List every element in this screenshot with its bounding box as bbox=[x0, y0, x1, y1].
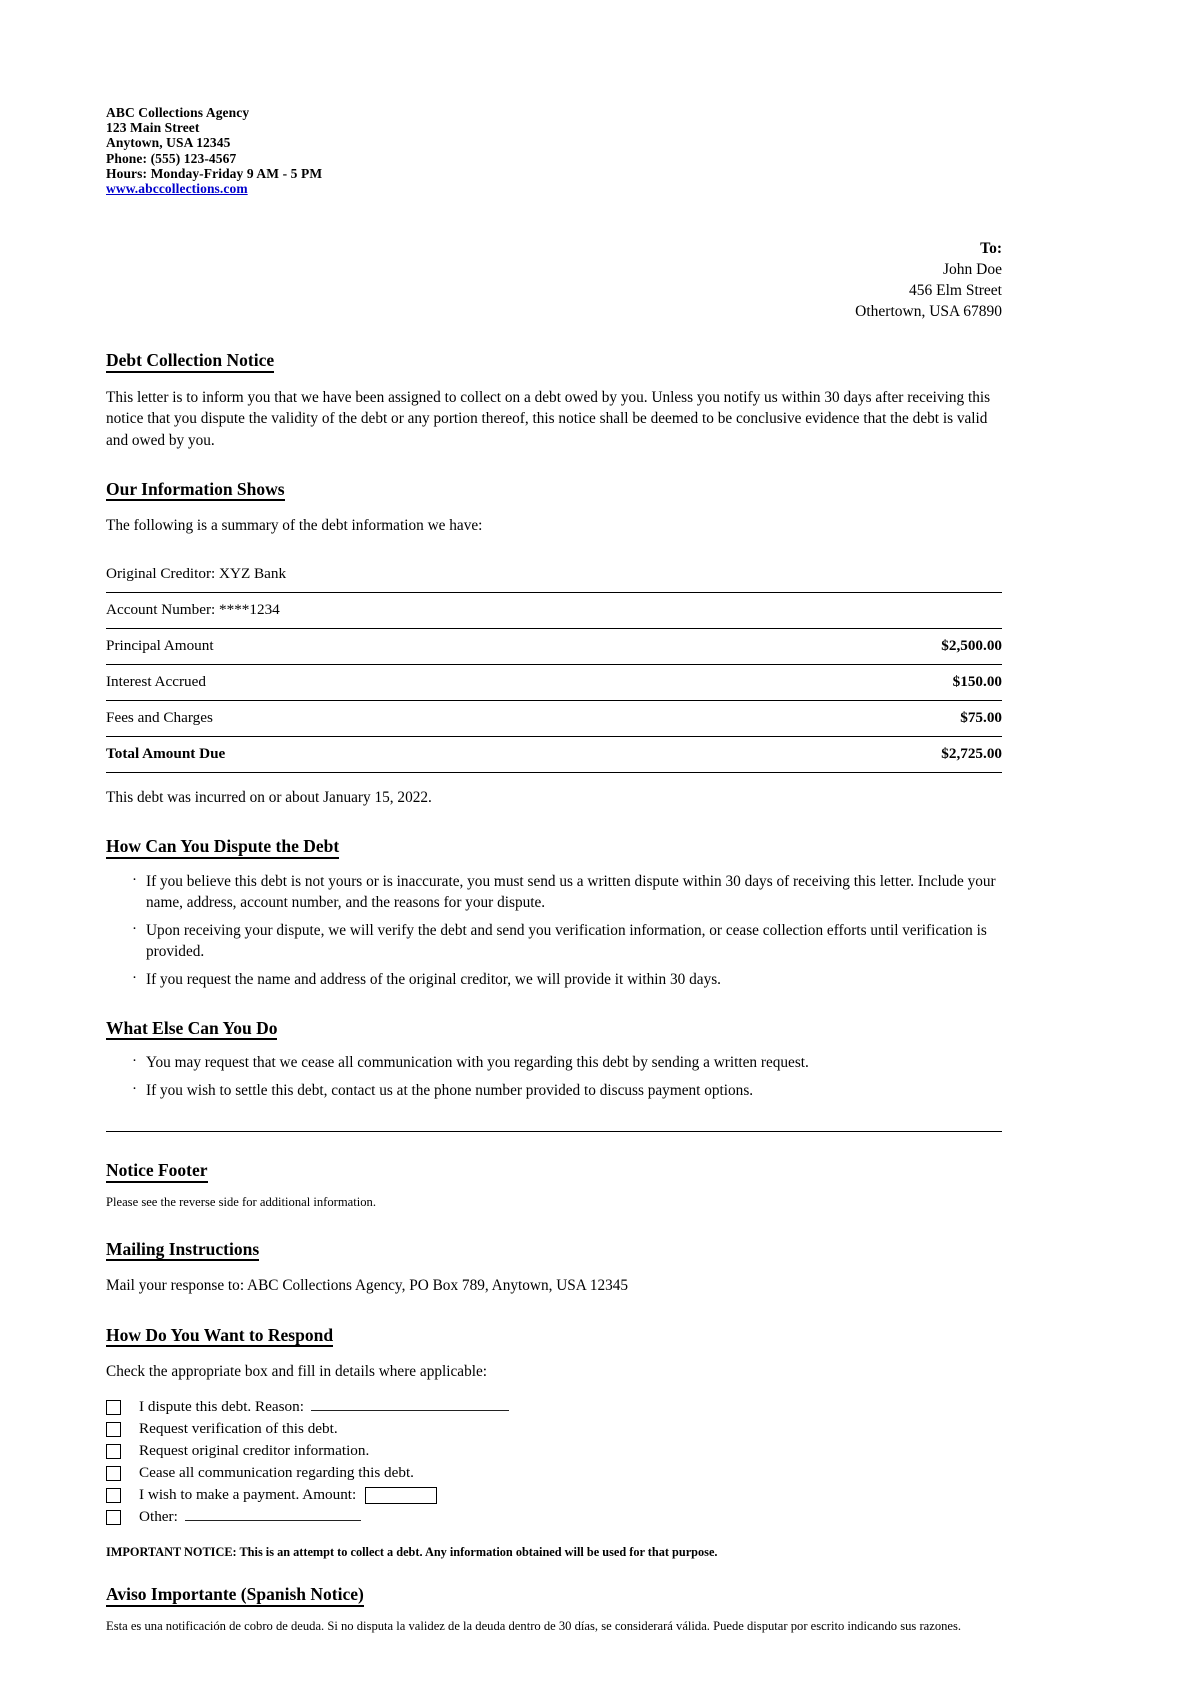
checkbox-icon[interactable] bbox=[106, 1466, 121, 1481]
debt-row-label: Principal Amount bbox=[106, 628, 776, 664]
table-row bbox=[106, 557, 1002, 593]
list-item: · You may request that we cease all communication with you regarding this debt by sending a written request. bbox=[132, 1052, 1002, 1074]
recipient-city-state-zip: Othertown, USA 67890 bbox=[855, 303, 1002, 321]
our-information-heading: Our Information Shows bbox=[106, 479, 285, 501]
table-row bbox=[106, 592, 1002, 628]
notice-footer-text: Please see the reverse side for additional information. bbox=[106, 1194, 376, 1209]
debt-row-label: Fees and Charges bbox=[106, 700, 776, 736]
response-option-label: Request verification of this debt. bbox=[139, 1420, 338, 1438]
important-notice-text: IMPORTANT NOTICE: This is an attempt to collect a debt. Any information obtained will be used for that purpose. bbox=[106, 1545, 718, 1560]
checkbox-icon[interactable] bbox=[106, 1444, 121, 1459]
response-option-cease-communication[interactable] bbox=[106, 1462, 1002, 1484]
notice-footer-heading-wrap bbox=[106, 1160, 1002, 1182]
recipient-to-label: To: bbox=[980, 240, 1002, 258]
table-row bbox=[106, 628, 1002, 664]
checkbox-icon[interactable] bbox=[106, 1422, 121, 1437]
recipient-name: John Doe bbox=[943, 261, 1002, 279]
mailing-instructions-heading: Mailing Instructions bbox=[106, 1239, 259, 1261]
recipient-address-block bbox=[106, 238, 1002, 322]
debt-row-amount bbox=[776, 592, 1002, 628]
mailing-instructions-text: Mail your response to: ABC Collections Agency, PO Box 789, Anytown, USA 12345 bbox=[106, 1277, 629, 1294]
sender-city-state-zip: Anytown, USA 12345 bbox=[106, 135, 231, 151]
our-information-heading-wrap bbox=[106, 479, 1002, 501]
list-item: · If you wish to settle this debt, contact us at the phone number provided to discuss payment options. bbox=[132, 1080, 1002, 1102]
response-option-original-creditor[interactable] bbox=[106, 1440, 1002, 1462]
debt-summary-table-body bbox=[106, 557, 1002, 773]
response-checkbox-list bbox=[106, 1396, 1002, 1528]
checkbox-icon[interactable] bbox=[106, 1510, 121, 1525]
response-option-label bbox=[139, 1507, 361, 1527]
list-item: · Upon receiving your dispute, we will verify the debt and send you verification information, or cease collection efforts until verification is provided. bbox=[132, 920, 1002, 963]
list-item: · If you believe this debt is not yours or is inaccurate, you must send us a written dispute within 30 days of receiving this letter. Include your name, address, account number, and the reasons for your dispute. bbox=[132, 871, 1002, 914]
sender-hours: Hours: Monday-Friday 9 AM - 5 PM bbox=[106, 165, 323, 181]
list-item: · If you request the name and address of the original creditor, we will provide it within 30 days. bbox=[132, 969, 1002, 991]
spanish-notice-text: Esta es una notificación de cobro de deuda. Si no disputa la validez de la deuda dentro de 30 días, se considerará válida. Puede disputar por escrito indicando sus razones. bbox=[106, 1618, 962, 1633]
debt-incurred-note: This debt was incurred on or about January 15, 2022. bbox=[106, 788, 432, 806]
spanish-notice-heading: Aviso Importante (Spanish Notice) bbox=[106, 1584, 364, 1606]
debt-row-amount: $150.00 bbox=[776, 664, 1002, 700]
spanish-notice-heading-wrap bbox=[106, 1584, 1002, 1606]
debt-row-label-total: Total Amount Due bbox=[106, 736, 776, 772]
table-row bbox=[106, 664, 1002, 700]
checkbox-icon[interactable] bbox=[106, 1488, 121, 1503]
respond-heading: How Do You Want to Respond bbox=[106, 1325, 333, 1347]
what-else-heading: What Else Can You Do bbox=[106, 1018, 277, 1040]
debt-row-amount-total: $2,725.00 bbox=[776, 736, 1002, 772]
notice-footer-heading: Notice Footer bbox=[106, 1160, 208, 1182]
debt-row-amount: $75.00 bbox=[776, 700, 1002, 736]
debt-row-amount bbox=[776, 557, 1002, 593]
debt-row-amount: $2,500.00 bbox=[776, 628, 1002, 664]
dispute-heading: How Can You Dispute the Debt bbox=[106, 836, 339, 858]
debt-collection-notice-heading: Debt Collection Notice bbox=[106, 350, 274, 372]
what-else-bullet-list bbox=[106, 1052, 1002, 1101]
debt-row-label: Original Creditor: XYZ Bank bbox=[106, 557, 776, 593]
debt-collection-notice-paragraph: This letter is to inform you that we have been assigned to collect on a debt owed by you. Unless you notify us within 30 days after receiving this notice that you dispute the validity of the debt or any portion thereof, this notice shall be deemed to be conclusive evidence that the debt is valid and owed by you. bbox=[106, 388, 991, 449]
table-row bbox=[106, 700, 1002, 736]
what-else-heading-wrap bbox=[106, 1018, 1002, 1040]
debt-row-label: Account Number: ****1234 bbox=[106, 592, 776, 628]
dispute-heading-wrap bbox=[106, 836, 1002, 858]
sender-website-link[interactable]: www.abccollections.com bbox=[106, 181, 248, 197]
document-content bbox=[106, 105, 1002, 1635]
recipient-street: 456 Elm Street bbox=[909, 282, 1002, 300]
debt-collection-notice-heading-wrap bbox=[106, 350, 1002, 372]
sender-address-block bbox=[106, 105, 1002, 196]
debt-row-label: Interest Accrued bbox=[106, 664, 776, 700]
response-option-label: Cease all communication regarding this debt. bbox=[139, 1464, 414, 1482]
section-divider bbox=[106, 1131, 1002, 1132]
response-option-label bbox=[139, 1485, 437, 1505]
checkbox-icon[interactable] bbox=[106, 1400, 121, 1415]
mailing-instructions-heading-wrap bbox=[106, 1239, 1002, 1261]
response-option-payment[interactable] bbox=[106, 1484, 1002, 1506]
debt-summary-table bbox=[106, 557, 1002, 773]
response-option-other[interactable] bbox=[106, 1506, 1002, 1528]
payment-amount-input[interactable] bbox=[365, 1487, 437, 1504]
response-option-label: Request original creditor information. bbox=[139, 1442, 370, 1460]
response-option-text: I wish to make a payment. Amount: bbox=[139, 1486, 357, 1504]
respond-heading-wrap bbox=[106, 1325, 1002, 1347]
dispute-reason-write-in-line[interactable] bbox=[311, 1398, 509, 1411]
response-option-verification[interactable] bbox=[106, 1418, 1002, 1440]
sender-phone: Phone: (555) 123-4567 bbox=[106, 150, 237, 166]
other-write-in-line[interactable] bbox=[185, 1508, 361, 1521]
sender-street: 123 Main Street bbox=[106, 120, 200, 136]
table-row-total bbox=[106, 736, 1002, 772]
dispute-bullet-list bbox=[106, 871, 1002, 991]
response-option-text: I dispute this debt. Reason: bbox=[139, 1398, 304, 1416]
response-option-label bbox=[139, 1397, 509, 1417]
sender-name: ABC Collections Agency bbox=[106, 105, 250, 120]
response-option-text: Other: bbox=[139, 1508, 178, 1526]
our-information-intro: The following is a summary of the debt information we have: bbox=[106, 517, 483, 535]
respond-instruction: Check the appropriate box and fill in details where applicable: bbox=[106, 1362, 488, 1380]
response-option-dispute[interactable] bbox=[106, 1396, 1002, 1418]
